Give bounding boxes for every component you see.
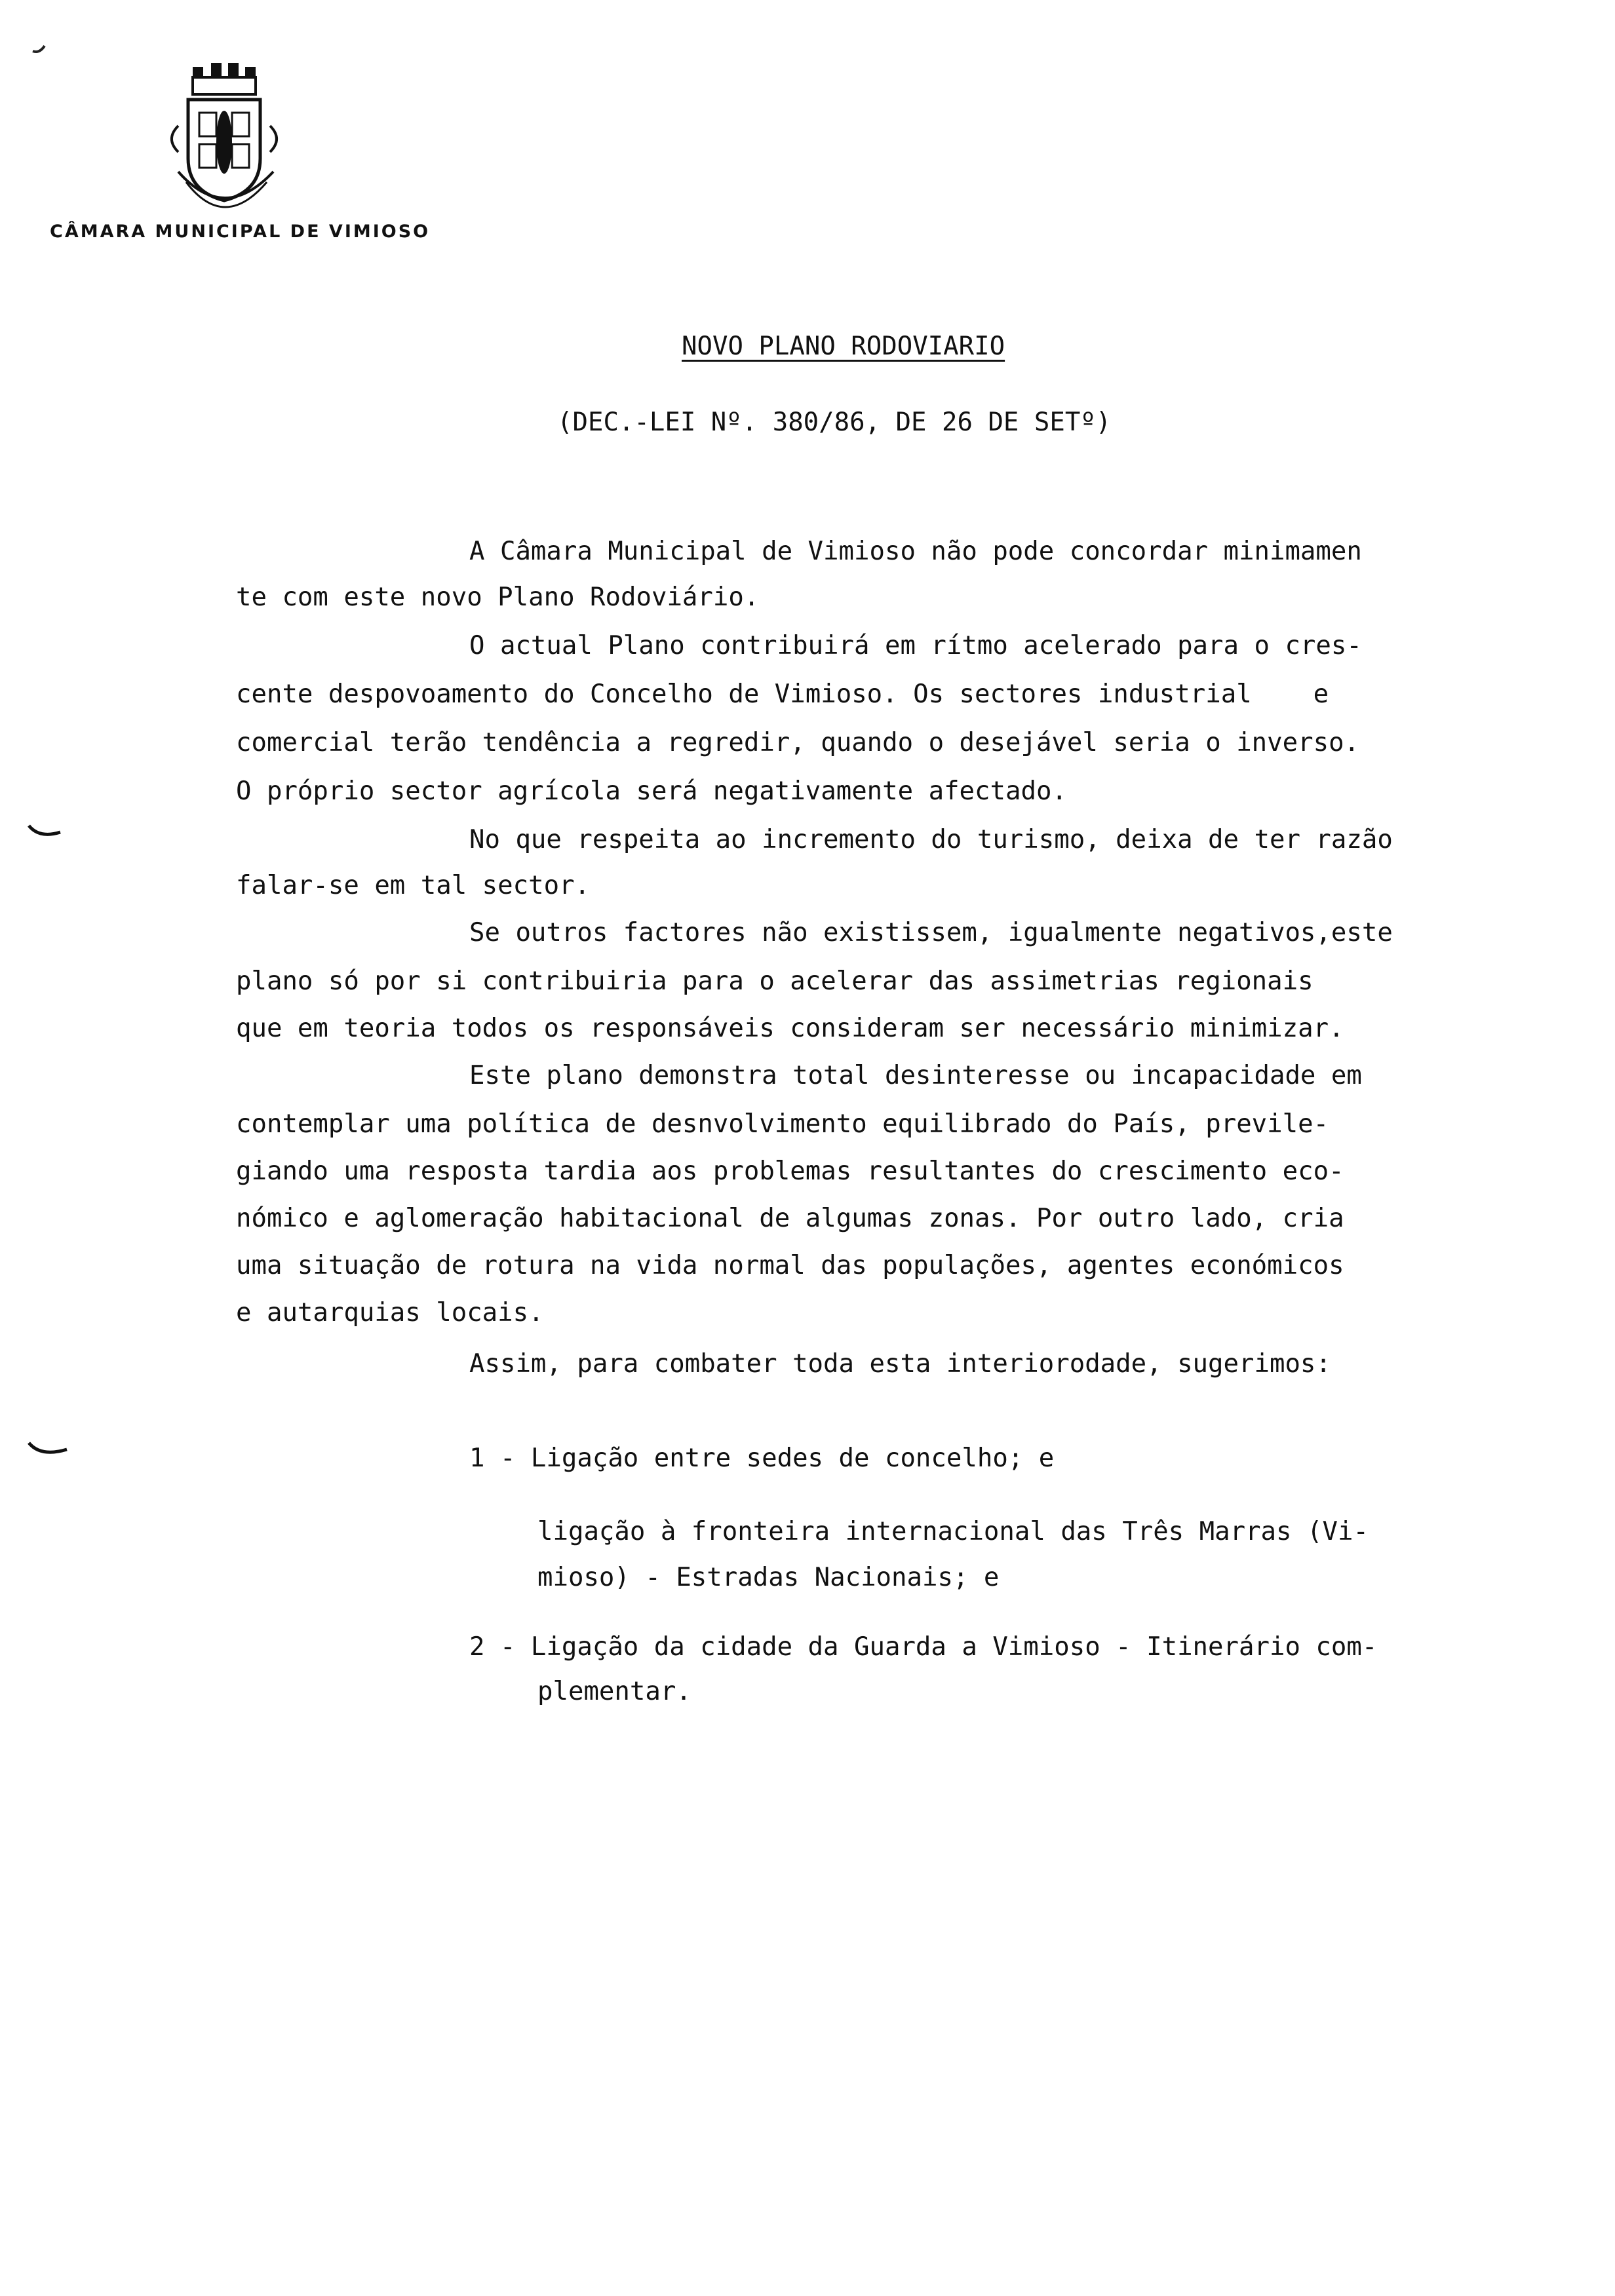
- paragraph-line: Assim, para combater toda esta interiorodade, sugerimos:: [469, 1349, 1331, 1379]
- scan-mark: [26, 37, 144, 63]
- paragraph-line: giando uma resposta tardia aos problemas resultantes do crescimento eco-: [236, 1157, 1344, 1186]
- paragraph-line: nómico e aglomeração habitacional de algumas zonas. Por outro lado, cria: [236, 1204, 1344, 1233]
- paragraph-line: e autarquias locais.: [236, 1298, 544, 1328]
- list-item-continuation: ligação à fronteira internacional das Três Marras (Vi-: [537, 1517, 1369, 1546]
- paragraph-line: No que respeita ao incremento do turismo, deixa de ter razão: [469, 825, 1393, 854]
- list-item: 2 - Ligação da cidade da Guarda a Vimioso - Itinerário com-: [469, 1632, 1378, 1662]
- scan-mark: [26, 822, 66, 841]
- list-item: 1 - Ligação entre sedes de concelho; e: [469, 1444, 1055, 1473]
- paragraph-line: te com este novo Plano Rodoviário.: [236, 583, 760, 612]
- paragraph-line: O actual Plano contribuirá em rítmo acelerado para o cres-: [469, 631, 1362, 660]
- paragraph-line: uma situação de rotura na vida normal das populações, agentes económicos: [236, 1251, 1344, 1280]
- list-item-continuation: mioso) - Estradas Nacionais; e: [537, 1563, 1000, 1592]
- organization-name: CÂMARA MUNICIPAL DE VIMIOSO: [50, 221, 431, 242]
- paragraph-line: falar-se em tal sector.: [236, 871, 591, 900]
- document-subtitle: (DEC.-LEI Nº. 380/86, DE 26 DE SETº): [557, 408, 1112, 437]
- paragraph-line: A Câmara Municipal de Vimioso não pode concordar minimamen: [469, 537, 1362, 566]
- paragraph-line: cente despovoamento do Concelho de Vimioso. Os sectores industrial e: [236, 679, 1329, 709]
- document-title: NOVO PLANO RODOVIARIO: [682, 332, 1005, 361]
- paragraph-line: Este plano demonstra total desinteresse ou incapacidade em: [469, 1061, 1362, 1090]
- scan-mark: [26, 1439, 72, 1459]
- paragraph-line: O próprio sector agrícola será negativamente afectado.: [236, 776, 1067, 806]
- paragraph-line: plano só por si contribuiria para o acelerar das assimetrias regionais: [236, 966, 1313, 996]
- paragraph-line: Se outros factores não existissem, igualmente negativos,este: [469, 918, 1393, 947]
- list-item-continuation: plementar.: [537, 1677, 691, 1706]
- paragraph-line: contemplar uma política de desnvolvimento equilibrado do País, previle-: [236, 1109, 1329, 1139]
- paragraph-line: comercial terão tendência a regredir, quando o desejável seria o inverso.: [236, 728, 1360, 757]
- paragraph-line: que em teoria todos os responsáveis consideram ser necessário minimizar.: [236, 1014, 1344, 1043]
- municipal-crest-logo: [152, 60, 296, 218]
